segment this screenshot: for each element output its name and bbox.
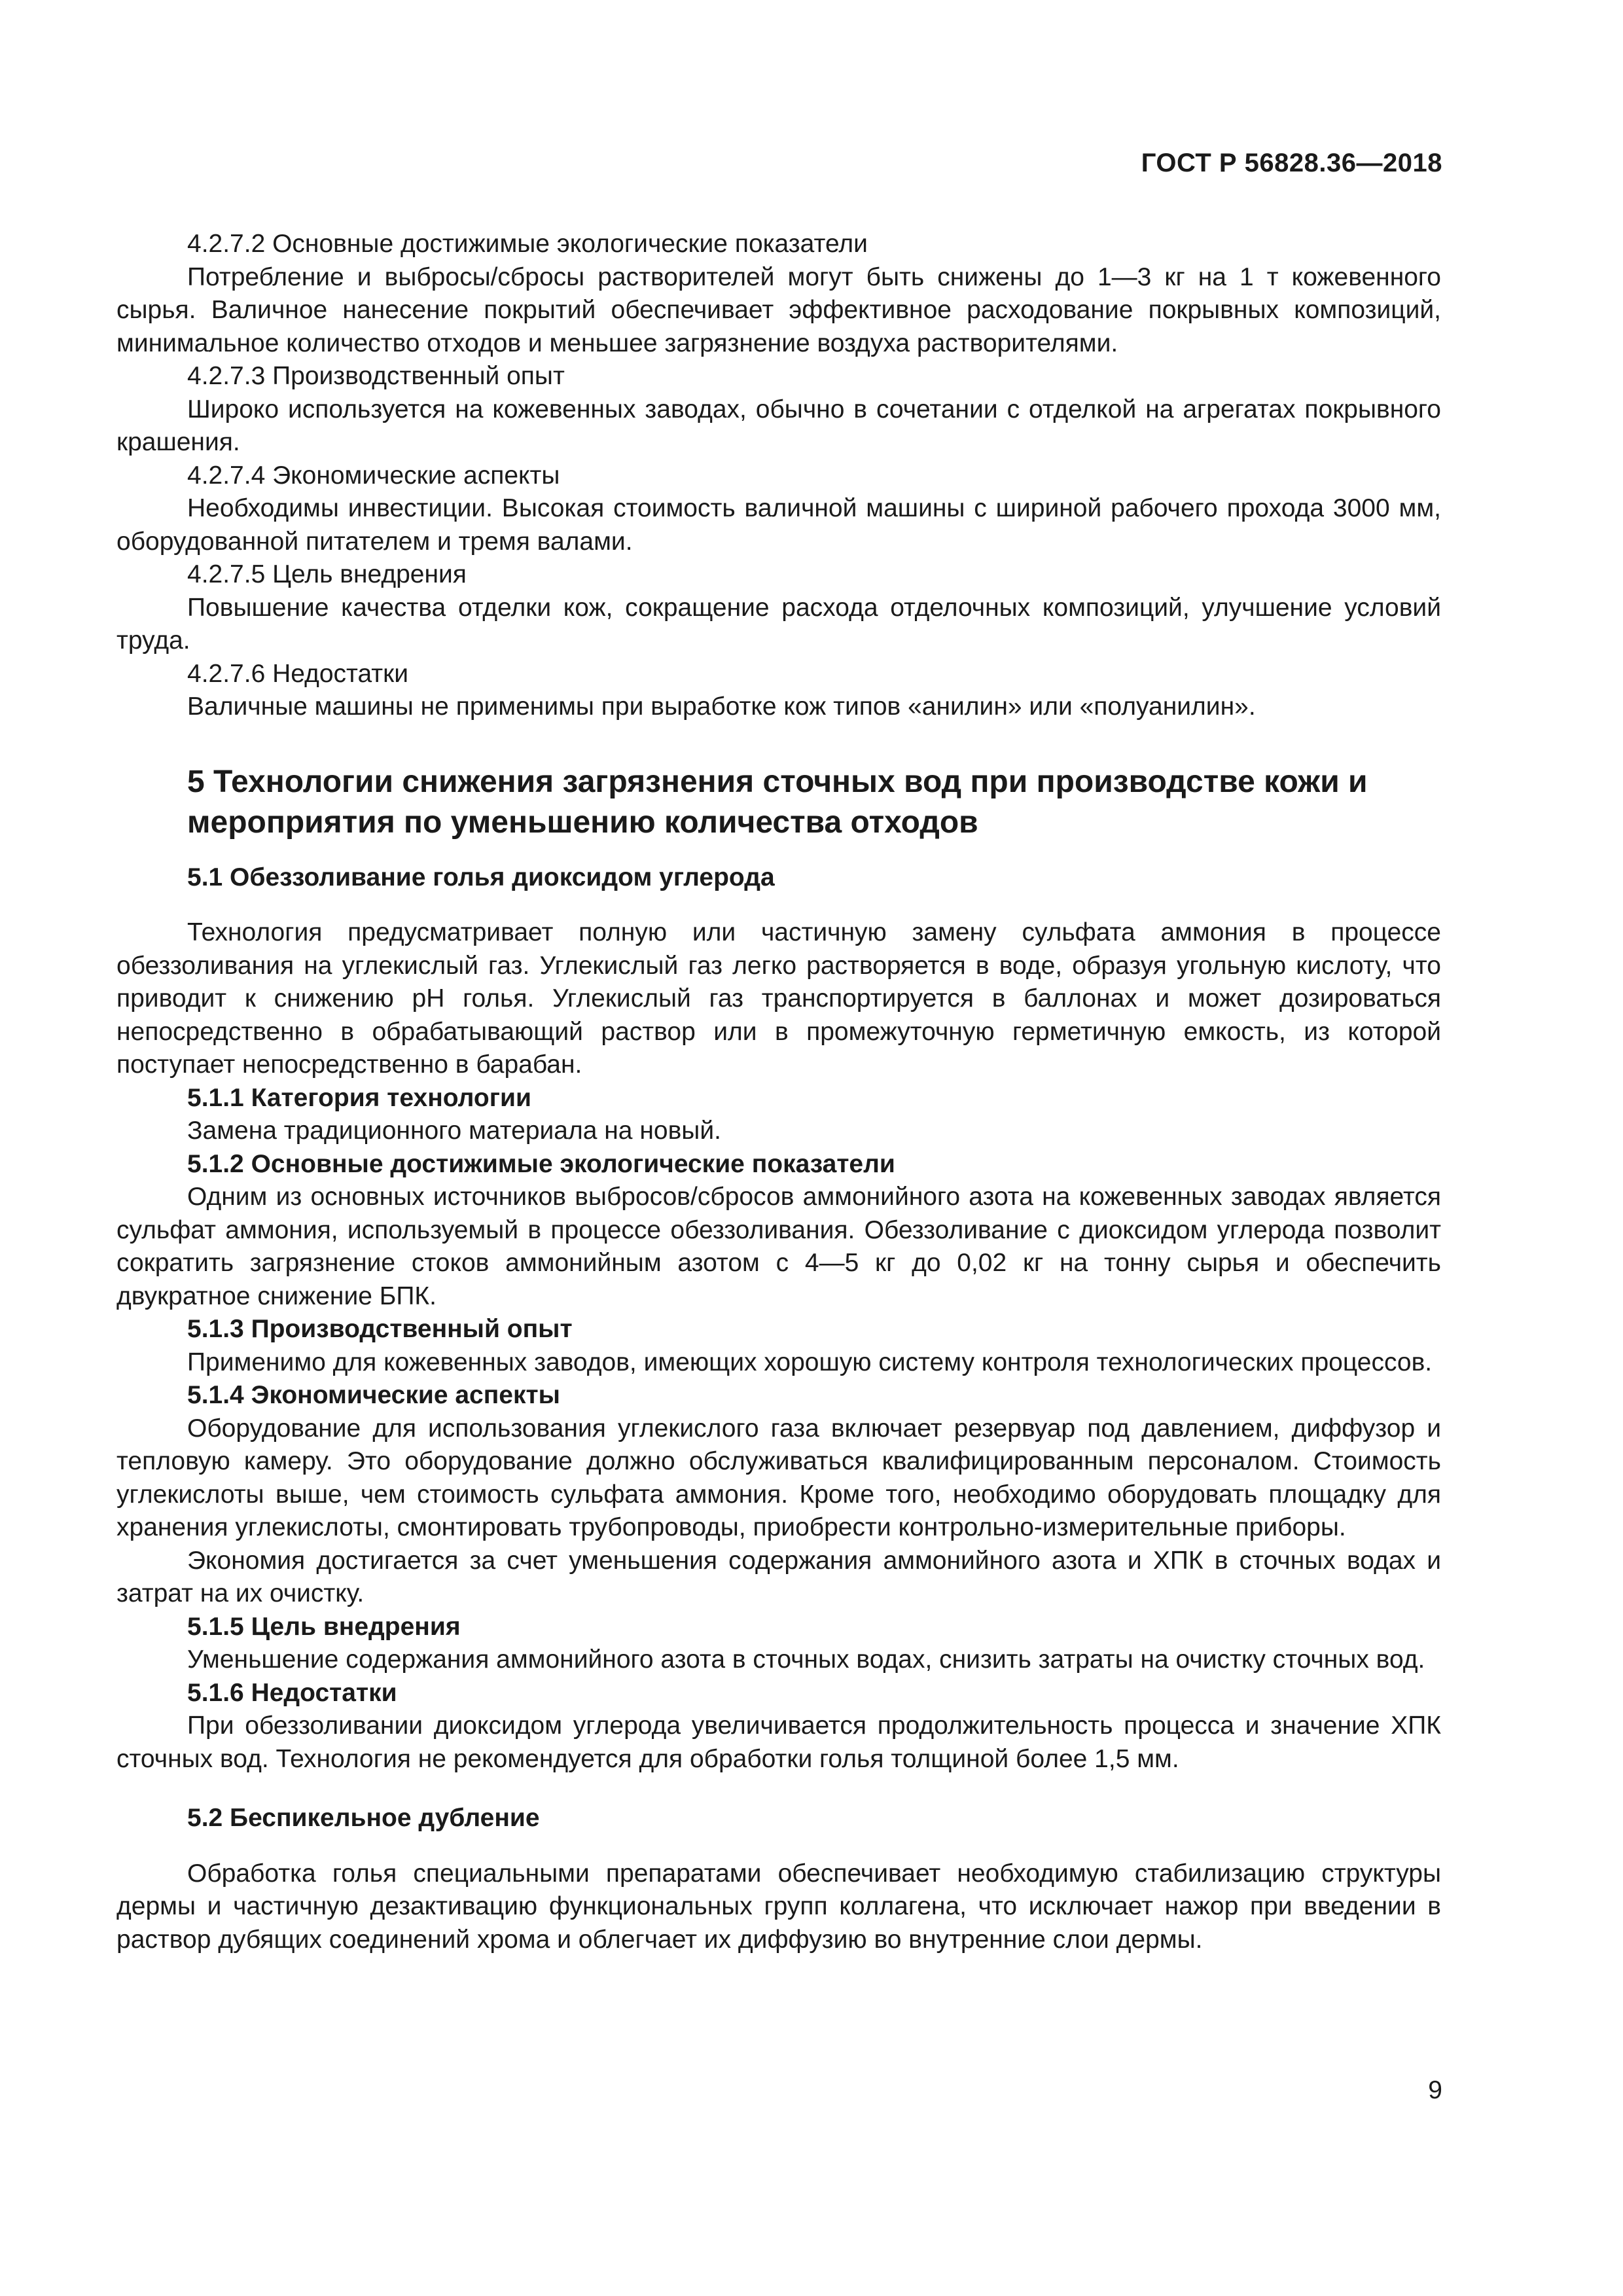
paragraph: Уменьшение содержания аммонийного азота в сточных водах, снизить затраты на очистку сточных вод. — [187, 1645, 1425, 1674]
paragraph: Оборудование для использования углекислого газа включает резервуар под давлением, диффузор и тепловую камеру. Это оборудование должно обслуживаться квалифицированным персоналом. Стоимость углекислоты выше, чем стоимость сульфата аммония. Кроме того, необходимо оборудовать площадку для хранения углекислоты, смонтировать трубопроводы, приобрести контрольно-измерительные приборы. — [116, 1414, 1441, 1541]
paragraph: Необходимы инвестиции. Высокая стоимость валичной машины с шириной рабочего прохода 3000 мм, оборудованной питателем и тремя валами. — [116, 494, 1441, 556]
paragraph: Широко используется на кожевенных заводах, обычно в сочетании с отделкой на агрегатах покрывного крашения. — [116, 395, 1441, 456]
paragraph: Экономия достигается за счет уменьшения содержания аммонийного азота и ХПК в сточных водах и затрат на их очистку. — [116, 1546, 1441, 1607]
document-body — [116, 228, 1441, 1956]
section-heading: 5 Технологии снижения загрязнения сточных вод при производстве кожи и мероприятия по уменьшению количества отходов — [187, 764, 1368, 840]
paragraph: При обеззоливании диоксидом углерода увеличивается продолжительность процесса и значение ХПК сточных вод. Технология не рекомендуется для обработки голья толщиной более 1,5 мм. — [116, 1712, 1441, 1773]
paragraph: Обработка голья специальными препаратами обеспечивает необходимую стабилизацию структуры дермы и частичную дезактивацию функциональных групп коллагена, что исключает нажор при введении в раствор дубящих соединений хрома и облегчает их диффузию во внутренние слои дермы. — [116, 1859, 1441, 1954]
subsection-heading: 4.2.7.6 Недостатки — [187, 659, 409, 688]
subsection-heading: 5.1.2 Основные достижимые экологические показатели — [187, 1149, 895, 1178]
subsection-heading: 5.1.4 Экономические аспекты — [187, 1381, 560, 1409]
subsection-heading: 4.2.7.5 Цель внедрения — [187, 560, 467, 588]
paragraph: Одним из основных источников выбросов/сбросов аммонийного азота на кожевенных заводах является сульфат аммония, используемый в процессе обеззоливания. Обеззоливание с диоксидом углерода позволит сократить загрязнение стоков аммонийным азотом с 4—5 кг до 0,02 кг на тонну сырья и обеспечить двукратное снижение БПК. — [116, 1183, 1441, 1310]
paragraph: Технология предусматривает полную или частичную замену сульфата аммония в процессе обеззоливания на углекислый газ. Углекислый газ легко растворяется в воде, образуя угольную кислоту, что приводит к снижению рН голья. Углекислый газ транспортируется в баллонах и может дозироваться непосредственно в обрабатывающий раствор или в промежуточную герметичную емкость, из которой поступает непосредственно в барабан. — [116, 918, 1441, 1079]
section-subheading: 5.1 Обеззоливание голья диоксидом углерода — [187, 863, 775, 891]
paragraph: Замена традиционного материала на новый. — [187, 1117, 721, 1145]
subsection-heading: 5.1.1 Категория технологии — [187, 1083, 531, 1112]
paragraph: Повышение качества отделки кож, сокращение расхода отделочных композиций, улучшение условий труда. — [116, 593, 1441, 655]
subsection-heading: 5.1.5 Цель внедрения — [187, 1612, 461, 1641]
paragraph: Валичные машины не применимы при выработке кож типов «анилин» или «полуанилин». — [187, 692, 1256, 721]
paragraph: Потребление и выбросы/сбросы растворителей могут быть снижены до 1—3 кг на 1 т кожевенного сырья. Валичное нанесение покрытий обеспечивает эффективное расходование покрывных композиций, минимальное количество отходов и меньшее загрязнение воздуха растворителями. — [116, 262, 1441, 357]
subsection-heading: 4.2.7.4 Экономические аспекты — [187, 461, 560, 490]
document-header-id: ГОСТ Р 56828.36—2018 — [1141, 149, 1442, 177]
section-subheading: 5.2 Беспикельное дубление — [187, 1804, 540, 1832]
subsection-heading: 4.2.7.3 Производственный опыт — [187, 362, 565, 390]
subsection-heading: 5.1.6 Недостатки — [187, 1678, 397, 1707]
paragraph: Применимо для кожевенных заводов, имеющих хорошую систему контроля технологических процессов. — [187, 1348, 1433, 1376]
subsection-heading: 4.2.7.2 Основные достижимые экологические показатели — [187, 230, 868, 258]
subsection-heading: 5.1.3 Производственный опыт — [187, 1315, 573, 1343]
page-number: 9 — [1428, 2076, 1442, 2104]
